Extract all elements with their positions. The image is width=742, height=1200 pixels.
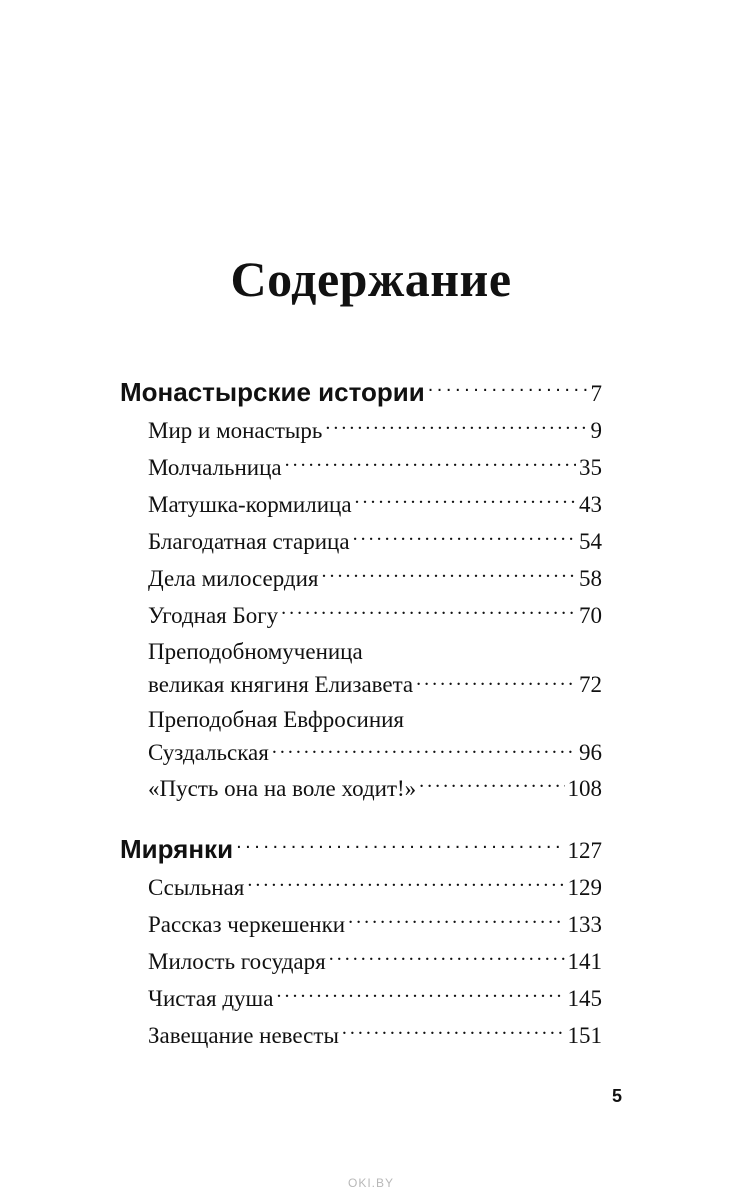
page-number: 5 — [612, 1086, 623, 1106]
dot-leader — [419, 773, 564, 796]
toc-entry — [120, 943, 602, 980]
toc-entry — [120, 523, 602, 560]
entry-title: Чистая душа — [148, 986, 274, 1011]
toc-entry — [120, 560, 602, 597]
entry-title: «Пусть она на воле ходит!» — [148, 776, 417, 801]
entry-title-line-2: Суздальская — [148, 740, 269, 765]
entry-page-number: 54 — [579, 529, 602, 554]
entry-title: Матушка-кормилица — [148, 492, 352, 517]
entry-title: Дела милосердия — [148, 566, 319, 591]
entry-title: Молчальница — [148, 455, 282, 480]
toc-entry — [120, 486, 602, 523]
toc-section-heading — [120, 829, 602, 869]
dot-leader — [322, 563, 576, 586]
dot-leader — [416, 669, 576, 692]
toc-entry-multiline — [120, 704, 602, 770]
toc-section-laywomen — [120, 829, 602, 1054]
entry-page-number: 43 — [579, 492, 602, 517]
dot-leader — [428, 375, 588, 401]
page-title: Содержание — [230, 250, 512, 307]
entry-title-line-1: Преподобная Евфросиния — [148, 707, 405, 732]
entry-page-number: 9 — [590, 418, 602, 443]
dot-leader — [329, 946, 565, 969]
entry-page-number: 108 — [567, 776, 602, 801]
dot-leader — [348, 909, 564, 932]
entry-page-number: 72 — [579, 672, 602, 697]
dot-leader — [285, 452, 576, 475]
dot-leader — [325, 415, 587, 438]
entry-page-number: 151 — [567, 1023, 602, 1048]
toc-entry — [120, 449, 602, 486]
entry-title: Благодатная старица — [148, 529, 350, 554]
dot-leader — [247, 872, 564, 895]
toc-section-monastery-stories — [120, 372, 602, 807]
toc-section-heading — [120, 372, 602, 412]
entry-page-number: 70 — [579, 603, 602, 628]
entry-page-number: 35 — [579, 455, 602, 480]
entry-title: Завещание невесты — [148, 1023, 339, 1048]
dot-leader — [281, 600, 576, 623]
entry-page-number: 145 — [567, 986, 602, 1011]
dot-leader — [342, 1020, 565, 1043]
entry-page-number: 58 — [579, 566, 602, 591]
entry-page-number: 129 — [567, 875, 602, 900]
entry-title-line-1: Преподобномученица — [148, 639, 363, 664]
dot-leader — [353, 526, 576, 549]
entry-title: Ссыльная — [148, 875, 245, 900]
entry-page-number: 133 — [567, 912, 602, 937]
toc-entry — [120, 869, 602, 906]
dot-leader — [276, 983, 564, 1006]
section-title: Монастырские истории — [120, 377, 425, 407]
toc-entry-last-line — [148, 668, 602, 702]
section-page-number: 127 — [567, 838, 602, 863]
entry-title: Рассказ черкешенки — [148, 912, 346, 937]
section-title: Мирянки — [120, 834, 234, 864]
toc-entry-last-line — [148, 736, 602, 770]
entry-page-number: 141 — [567, 949, 602, 974]
section-page-number: 7 — [590, 381, 602, 406]
entry-title: Угодная Богу — [148, 603, 279, 628]
entry-title: Мир и монастырь — [148, 418, 323, 443]
toc-entry — [120, 770, 602, 807]
dot-leader — [272, 737, 576, 760]
dot-leader — [236, 832, 564, 858]
entry-title: Милость государя — [148, 949, 326, 974]
toc-entry-multiline — [120, 636, 602, 702]
dot-leader — [355, 489, 576, 512]
toc-entry — [120, 597, 602, 634]
entry-page-number: 96 — [579, 740, 602, 765]
entry-title-line-2: великая княгиня Елизавета — [148, 672, 414, 697]
toc-entry — [120, 980, 602, 1017]
watermark: OKI.BY — [347, 1176, 394, 1190]
toc-entry — [120, 1017, 602, 1054]
table-of-contents — [120, 372, 602, 1054]
toc-entry — [120, 906, 602, 943]
toc-entry — [120, 412, 602, 449]
